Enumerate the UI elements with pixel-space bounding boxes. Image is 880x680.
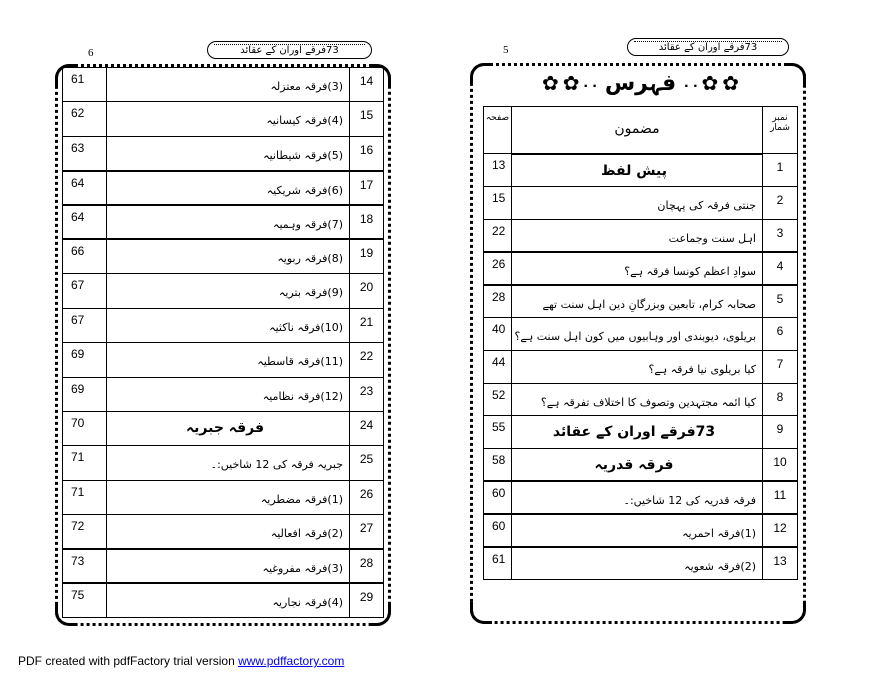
- topic-title-cell: (4)فرقہ نجاریہ: [107, 583, 350, 617]
- pdffactory-link[interactable]: www.pdffactory.com: [238, 654, 345, 668]
- toc-row: [484, 154, 798, 187]
- topic-title-cell: سوادِ اعظم کونسا فرقہ ہے؟: [512, 252, 763, 285]
- topic-title-cell: (5)فرقہ شیطانیہ: [107, 136, 350, 170]
- page-number-cell: 22: [484, 219, 512, 252]
- topic-title-cell: 73فرقے اوران کے عقائد: [512, 416, 763, 449]
- topic-title-cell: کیا بریلوی نیا فرقہ ہے؟: [512, 350, 763, 383]
- page-number-cell: 71: [63, 446, 107, 480]
- topic-title-cell: فرقہ قدریہ کی 12 شاخیں:۔: [512, 481, 763, 514]
- page-number-cell: 64: [63, 171, 107, 205]
- topic-title-cell: فرقہ قدریہ: [512, 449, 763, 482]
- serial-number-cell: 16: [350, 136, 384, 170]
- toc-row: [63, 446, 384, 480]
- page-number-cell: 62: [63, 102, 107, 136]
- topic-title-cell: (7)فرقہ وہمیہ: [107, 205, 350, 239]
- topic-title-cell: (9)فرقہ بتریہ: [107, 274, 350, 308]
- page-number-cell: 61: [63, 68, 107, 102]
- toc-row: [63, 274, 384, 308]
- toc-row: [484, 383, 798, 416]
- page-number-cell: 60: [484, 514, 512, 547]
- left-running-header: 73فرقے اوران کے عقائد: [207, 41, 372, 59]
- left-toc-table: [62, 67, 384, 618]
- toc-row: [63, 343, 384, 377]
- toc-row: [63, 549, 384, 583]
- serial-number-cell: 2: [763, 186, 798, 219]
- page-number-cell: 66: [63, 239, 107, 273]
- toc-row: [484, 547, 798, 580]
- topic-title-cell: فرقہ جبریہ: [107, 411, 350, 445]
- topic-title-cell: جبریہ فرقہ کی 12 شاخیں:۔: [107, 446, 350, 480]
- topic-title-cell: (11)فرقہ قاسطیہ: [107, 343, 350, 377]
- topic-title-cell: (10)فرقہ ناکثیہ: [107, 308, 350, 342]
- pdf-footer: [18, 654, 344, 668]
- page-number-cell: 67: [63, 308, 107, 342]
- ornament-icon: ✿: [722, 72, 740, 95]
- page-number-cell: 13: [484, 154, 512, 187]
- serial-number-cell: 21: [350, 308, 384, 342]
- frame-corner: [784, 602, 806, 624]
- column-header-title: مضمون: [512, 107, 763, 154]
- page-number-cell: 70: [63, 411, 107, 445]
- topic-title-cell: بریلوی، دیوبندی اور وہابیوں میں کون اہل سنت ہے؟: [512, 317, 763, 350]
- toc-row: [484, 186, 798, 219]
- page-number-cell: 69: [63, 377, 107, 411]
- serial-number-cell: 27: [350, 515, 384, 549]
- toc-row: [484, 514, 798, 547]
- ornament-icon: ✿: [562, 72, 580, 95]
- serial-number-cell: 19: [350, 239, 384, 273]
- toc-row: [63, 102, 384, 136]
- toc-row: [484, 285, 798, 318]
- serial-number-cell: 12: [763, 514, 798, 547]
- toc-row: [484, 219, 798, 252]
- index-title: فہرس: [604, 70, 677, 96]
- toc-row: [63, 68, 384, 102]
- topic-title-cell: کیا ائمہ مجتہدین وتصوف کا اختلاف تفرقہ ہے؟: [512, 383, 763, 416]
- page-number-cell: 75: [63, 583, 107, 617]
- topic-title-cell: (1)فرقہ احمریہ: [512, 514, 763, 547]
- page-number-cell: 72: [63, 515, 107, 549]
- topic-title-cell: (2)فرقہ افعالیہ: [107, 515, 350, 549]
- page-number-cell: 26: [484, 252, 512, 285]
- serial-number-cell: 3: [763, 219, 798, 252]
- page-number-cell: 15: [484, 186, 512, 219]
- right-running-header: 73فرقے اوران کے عقائد: [627, 38, 789, 56]
- toc-row: [484, 449, 798, 482]
- serial-number-cell: 20: [350, 274, 384, 308]
- toc-row: [63, 136, 384, 170]
- page-number-cell: 71: [63, 480, 107, 514]
- topic-title-cell: صحابہ کرام، تابعین وبزرگانِ دین اہل سنت تھے: [512, 285, 763, 318]
- ornament-icon: ✿: [701, 72, 719, 95]
- column-header-page: صفحہ: [484, 107, 512, 154]
- toc-row: [484, 317, 798, 350]
- page-number-cell: 55: [484, 416, 512, 449]
- serial-number-cell: 14: [350, 68, 384, 102]
- serial-number-cell: 1: [763, 154, 798, 187]
- topic-title-cell: جنتی فرقہ کی پہچان: [512, 186, 763, 219]
- serial-number-cell: 5: [763, 285, 798, 318]
- toc-row: [63, 583, 384, 617]
- page-number-cell: 58: [484, 449, 512, 482]
- serial-number-cell: 26: [350, 480, 384, 514]
- toc-header-row: [484, 107, 798, 154]
- topic-title-cell: (12)فرقہ نظامیہ: [107, 377, 350, 411]
- serial-number-cell: 6: [763, 317, 798, 350]
- ornament-icon: ✿: [541, 72, 559, 95]
- index-banner: [518, 66, 763, 100]
- frame-corner: [784, 63, 806, 85]
- footer-text: PDF created with pdfFactory trial version: [18, 654, 239, 668]
- serial-number-cell: 13: [763, 547, 798, 580]
- toc-row: [63, 308, 384, 342]
- left-page-number: 6: [88, 47, 94, 59]
- toc-row: [63, 515, 384, 549]
- topic-title-cell: (3)فرقہ مفروغیہ: [107, 549, 350, 583]
- toc-row: [484, 416, 798, 449]
- topic-title-cell: پیش لفظ: [512, 154, 763, 187]
- serial-number-cell: 10: [763, 449, 798, 482]
- serial-number-cell: 28: [350, 549, 384, 583]
- page-number-cell: 69: [63, 343, 107, 377]
- serial-number-cell: 23: [350, 377, 384, 411]
- toc-row: [63, 377, 384, 411]
- serial-number-cell: 29: [350, 583, 384, 617]
- page-number-cell: 60: [484, 481, 512, 514]
- page-number-cell: 67: [63, 274, 107, 308]
- right-page-number: 5: [503, 44, 509, 56]
- serial-number-cell: 9: [763, 416, 798, 449]
- topic-title-cell: (4)فرقہ کیسانیہ: [107, 102, 350, 136]
- page-number-cell: 73: [63, 549, 107, 583]
- toc-row: [63, 205, 384, 239]
- page-number-cell: 28: [484, 285, 512, 318]
- right-toc-table: [483, 106, 798, 580]
- banner-dots: . .: [583, 74, 597, 91]
- page-number-cell: 44: [484, 350, 512, 383]
- topic-title-cell: (3)فرقہ معتزلہ: [107, 68, 350, 102]
- serial-number-cell: 11: [763, 481, 798, 514]
- banner-dots: . .: [684, 74, 698, 91]
- page-number-cell: 63: [63, 136, 107, 170]
- page-number-cell: 64: [63, 205, 107, 239]
- toc-row: [484, 350, 798, 383]
- toc-row: [63, 480, 384, 514]
- serial-number-cell: 22: [350, 343, 384, 377]
- serial-number-cell: 8: [763, 383, 798, 416]
- serial-number-cell: 7: [763, 350, 798, 383]
- column-header-serial: نمبر شمار: [763, 107, 798, 154]
- page-number-cell: 61: [484, 547, 512, 580]
- serial-number-cell: 4: [763, 252, 798, 285]
- serial-number-cell: 24: [350, 411, 384, 445]
- toc-row: [484, 252, 798, 285]
- page-number-cell: 52: [484, 383, 512, 416]
- topic-title-cell: (6)فرقہ شریکیہ: [107, 171, 350, 205]
- topic-title-cell: اہل سنت وجماعت: [512, 219, 763, 252]
- toc-row: [484, 481, 798, 514]
- frame-corner: [470, 63, 492, 85]
- serial-number-cell: 18: [350, 205, 384, 239]
- frame-corner: [470, 602, 492, 624]
- serial-number-cell: 15: [350, 102, 384, 136]
- page-number-cell: 40: [484, 317, 512, 350]
- serial-number-cell: 25: [350, 446, 384, 480]
- topic-title-cell: (2)فرقہ شعویہ: [512, 547, 763, 580]
- toc-row: [63, 171, 384, 205]
- serial-number-cell: 17: [350, 171, 384, 205]
- topic-title-cell: (1)فرقہ مضطریہ: [107, 480, 350, 514]
- topic-title-cell: (8)فرقہ ربویہ: [107, 239, 350, 273]
- toc-row: [63, 239, 384, 273]
- toc-row: [63, 411, 384, 445]
